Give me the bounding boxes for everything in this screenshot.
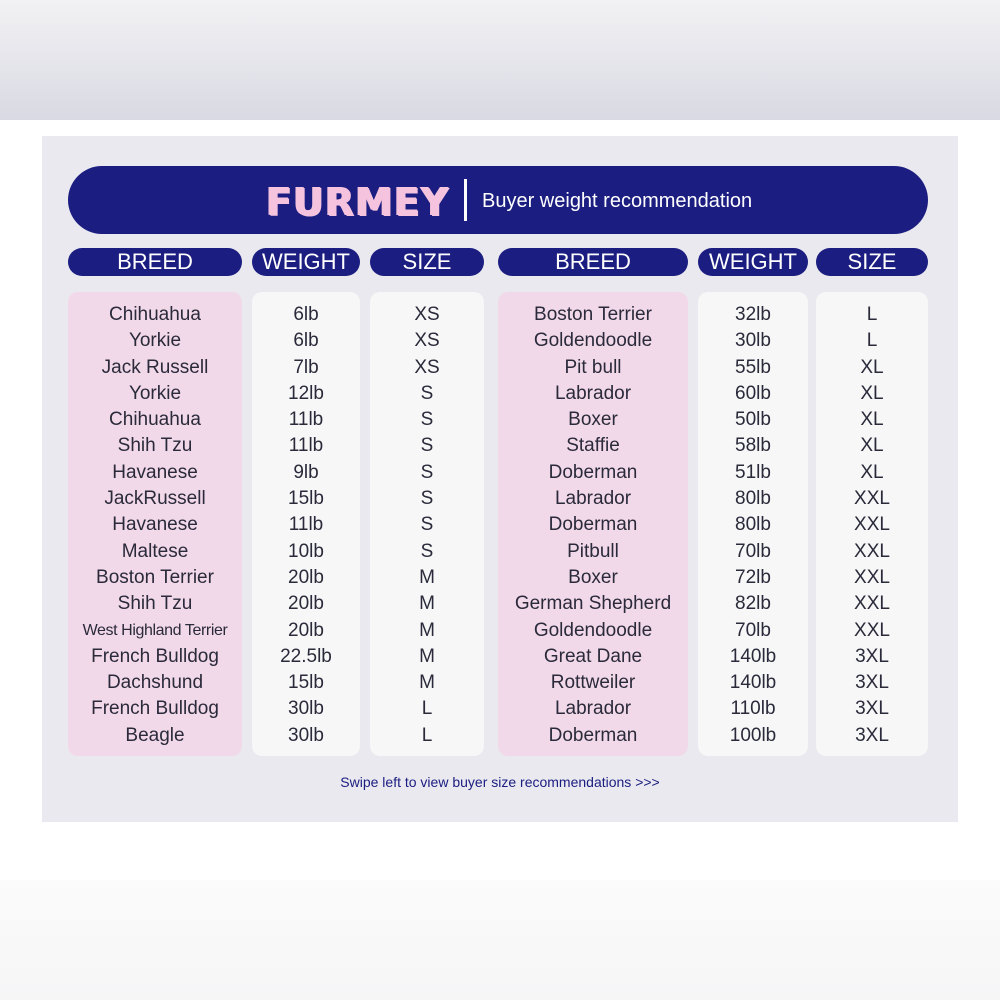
size-cell: XXL	[854, 593, 890, 615]
weight-cell: 110lb	[730, 698, 776, 720]
size-cell: XXL	[854, 619, 890, 641]
weight-cell: 70lb	[735, 619, 771, 641]
weight-cell: 20lb	[288, 593, 324, 615]
banner-divider	[464, 179, 467, 221]
weight-cell: 20lb	[288, 566, 324, 588]
right-weight-column	[698, 292, 808, 756]
breed-cell: JackRussell	[104, 488, 206, 510]
right-weight-header: WEIGHT	[698, 248, 808, 276]
size-cell: M	[419, 619, 435, 641]
weight-cell: 6lb	[293, 304, 319, 325]
left-size-header: SIZE	[370, 248, 484, 276]
weight-cell: 9lb	[293, 461, 319, 483]
breed-cell: Jack Russell	[101, 356, 209, 378]
breed-cell: Havanese	[112, 461, 198, 483]
breed-cell: Chihuahua	[109, 409, 201, 431]
left-size-column	[370, 292, 484, 756]
size-cell: XXL	[854, 540, 890, 562]
size-cell: M	[419, 645, 435, 667]
size-cell: XL	[860, 382, 884, 404]
breed-cell: German Shepherd	[514, 593, 672, 615]
breed-cell: Doberman	[548, 461, 638, 483]
size-cell: XL	[860, 461, 884, 483]
breed-cell: Beagle	[125, 724, 185, 746]
right-breed-header: BREED	[498, 248, 688, 276]
size-cell: XS	[414, 330, 440, 352]
left-breed-header: BREED	[68, 248, 242, 276]
size-cell: L	[421, 698, 433, 720]
size-cell: 3XL	[855, 672, 889, 694]
breed-cell: Boxer	[568, 566, 618, 588]
breed-cell: Great Dane	[543, 645, 643, 667]
weight-cell: 60lb	[735, 382, 771, 404]
right-breed-column	[498, 292, 688, 756]
breed-cell: Boxer	[568, 409, 618, 431]
size-cell: XL	[860, 356, 884, 378]
breed-cell: Labrador	[554, 488, 632, 510]
size-cell: XS	[414, 304, 440, 325]
right-size-column	[816, 292, 928, 756]
size-cell: XL	[860, 409, 884, 431]
weight-cell: 140lb	[729, 672, 777, 694]
weight-cell: 20lb	[288, 619, 324, 641]
right-size-header: SIZE	[816, 248, 928, 276]
weight-cell: 12lb	[288, 382, 324, 404]
weight-cell: 32lb	[735, 304, 771, 325]
weight-cell: 6lb	[293, 330, 319, 352]
weight-cell: 11lb	[288, 514, 324, 536]
breed-cell: Goldendoodle	[533, 330, 653, 352]
left-weight-header: WEIGHT	[252, 248, 360, 276]
bottom-background-shade	[0, 880, 1000, 1000]
size-cell: M	[419, 672, 435, 694]
weight-cell: 15lb	[288, 672, 324, 694]
weight-cell: 55lb	[735, 356, 771, 378]
weight-cell: 80lb	[735, 514, 771, 536]
weight-cell: 80lb	[735, 488, 771, 510]
breed-cell: Yorkie	[128, 330, 182, 352]
size-cell: M	[419, 566, 435, 588]
size-cell: 3XL	[855, 698, 889, 720]
breed-cell: Boston Terrier	[96, 566, 214, 588]
swipe-hint: Swipe left to view buyer size recommendations >>>	[340, 774, 660, 790]
weight-cell: 50lb	[735, 409, 771, 431]
size-cell: XXL	[854, 488, 890, 510]
breed-cell: Shih Tzu	[117, 435, 193, 457]
breed-cell: Doberman	[548, 724, 638, 746]
breed-cell: French Bulldog	[91, 698, 219, 720]
weight-cell: 100lb	[729, 724, 777, 746]
weight-cell: 30lb	[288, 698, 324, 720]
size-cell: XXL	[854, 566, 890, 588]
breed-cell: Maltese	[121, 540, 189, 562]
breed-cell: Yorkie	[128, 382, 182, 404]
weight-cell: 30lb	[735, 330, 771, 352]
size-cell: S	[420, 540, 434, 562]
breed-cell: Staffie	[566, 435, 620, 457]
breed-cell: Pit bull	[564, 356, 622, 378]
weight-cell: 82lb	[735, 593, 771, 615]
weight-cell: 11lb	[288, 409, 324, 431]
breed-cell: Pitbull	[567, 540, 619, 562]
weight-cell: 22.5lb	[280, 645, 332, 667]
size-cell: L	[866, 330, 878, 352]
breed-cell: Doberman	[548, 514, 638, 536]
size-cell: S	[420, 409, 434, 431]
size-cell: L	[421, 724, 433, 746]
weight-cell: 140lb	[729, 645, 777, 667]
left-breed-column	[68, 292, 242, 756]
brand-logo: FURMEY	[266, 180, 450, 224]
breed-cell: Rottweiler	[550, 672, 636, 694]
breed-cell: Boston Terrier	[534, 304, 652, 325]
size-cell: M	[419, 593, 435, 615]
weight-cell: 70lb	[735, 540, 771, 562]
weight-cell: 15lb	[288, 488, 324, 510]
breed-cell: Shih Tzu	[117, 593, 193, 615]
banner-tagline: Buyer weight recommendation	[482, 190, 753, 212]
weight-cell: 10lb	[288, 540, 324, 562]
left-weight-column	[252, 292, 360, 756]
size-cell: 3XL	[855, 724, 889, 746]
size-cell: XL	[860, 435, 884, 457]
breed-cell: Havanese	[112, 514, 198, 536]
weight-cell: 58lb	[735, 435, 771, 457]
size-cell: 3XL	[855, 645, 889, 667]
breed-cell: Goldendoodle	[533, 619, 653, 641]
breed-cell: Dachshund	[106, 672, 204, 694]
weight-cell: 7lb	[293, 356, 319, 378]
top-background-shade	[0, 0, 1000, 120]
weight-cell: 30lb	[288, 724, 324, 746]
size-cell: S	[420, 514, 434, 536]
size-cell: XS	[414, 356, 440, 378]
breed-cell: West Highland Terrier	[82, 621, 228, 639]
size-cell: XXL	[854, 514, 890, 536]
size-cell: S	[420, 382, 434, 404]
breed-cell: Labrador	[554, 698, 632, 720]
breed-cell: Labrador	[554, 382, 632, 404]
size-cell: S	[420, 461, 434, 483]
size-cell: S	[420, 435, 434, 457]
weight-cell: 11lb	[288, 435, 324, 457]
breed-cell: Chihuahua	[109, 304, 201, 325]
size-cell: L	[866, 304, 878, 325]
weight-cell: 72lb	[735, 566, 771, 588]
weight-cell: 51lb	[735, 461, 771, 483]
size-cell: S	[420, 488, 434, 510]
breed-cell: French Bulldog	[91, 645, 219, 667]
